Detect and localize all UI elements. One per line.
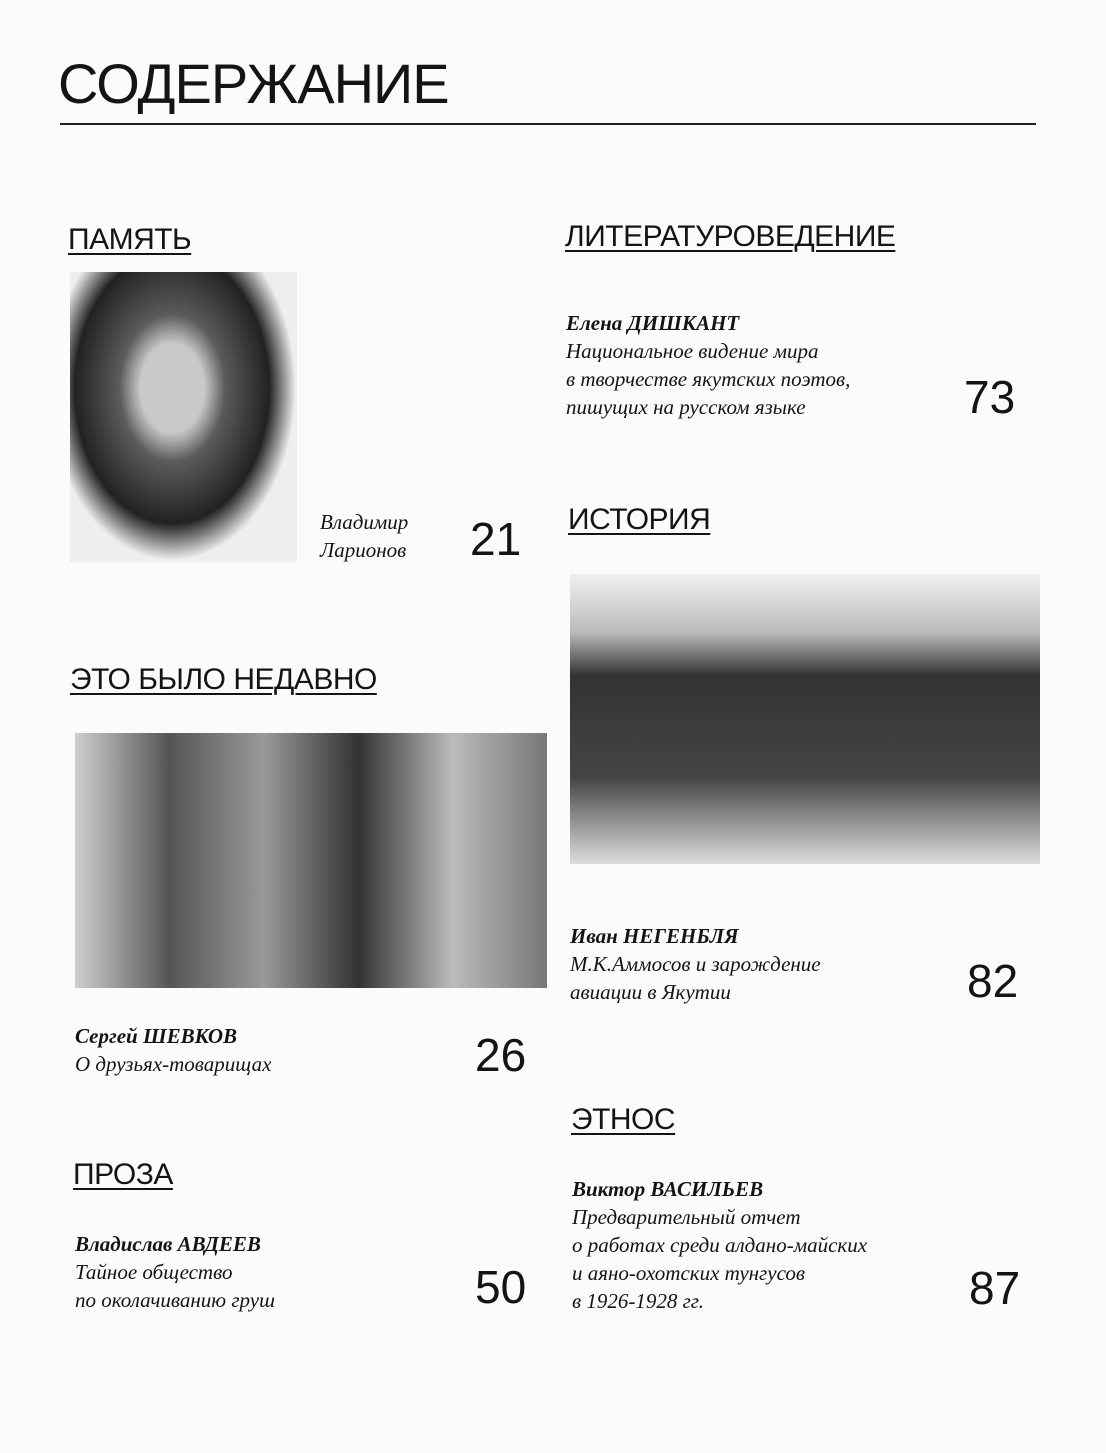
article-title-line: Предварительный отчет [572, 1205, 801, 1229]
title-divider [60, 123, 1036, 125]
article-title-line: о работах среди алдано-майских [572, 1233, 868, 1257]
author-name: Владислав АВДЕЕВ [75, 1232, 261, 1256]
article-title-line: М.К.Аммосов и зарождение [570, 952, 821, 976]
author-first-name: Владимир [320, 510, 409, 534]
section-heading-nedavno: ЭТО БЫЛО НЕДАВНО [70, 663, 377, 696]
historical-group-photo [570, 574, 1040, 864]
section-heading-literature: ЛИТЕРАТУРОВЕДЕНИЕ [565, 220, 896, 253]
page-title: СОДЕРЖАНИЕ [58, 52, 449, 115]
author-name: Виктор ВАСИЛЬЕВ [572, 1177, 764, 1201]
page-number: 82 [967, 955, 1019, 1007]
author-last-name: Ларионов [320, 538, 407, 562]
article-title-line: в 1926-1928 гг. [572, 1289, 704, 1313]
article-title-line: О друзьях-товарищах [75, 1052, 272, 1076]
author-name: Елена ДИШКАНТ [566, 311, 740, 335]
page-number: 50 [475, 1261, 527, 1313]
page-number: 87 [969, 1262, 1021, 1314]
article-title-line: и аяно-охотских тунгусов [572, 1261, 805, 1285]
page-number: 26 [475, 1029, 527, 1081]
article-title-line: в творчестве якутских поэтов, [566, 367, 851, 391]
article-title-line: авиации в Якутии [570, 980, 731, 1004]
article-title-line: Национальное видение мира [566, 339, 819, 363]
section-heading-ethnos: ЭТНОС [571, 1103, 676, 1136]
page-number: 73 [964, 371, 1016, 423]
section-heading-history: ИСТОРИЯ [568, 503, 711, 536]
group-photo [75, 733, 547, 988]
page-number: 21 [470, 513, 522, 565]
article-title-line: по околачиванию груш [75, 1288, 275, 1312]
author-name: Сергей ШЕВКОВ [75, 1024, 238, 1048]
article-title-line: пишущих на русском языке [566, 395, 806, 419]
article-title-line: Тайное общество [75, 1260, 233, 1284]
author-name: Иван НЕГЕНБЛЯ [570, 924, 739, 948]
portrait-photo [70, 272, 297, 562]
section-heading-pamyat: ПАМЯТЬ [68, 223, 192, 256]
section-heading-proza: ПРОЗА [73, 1158, 173, 1191]
